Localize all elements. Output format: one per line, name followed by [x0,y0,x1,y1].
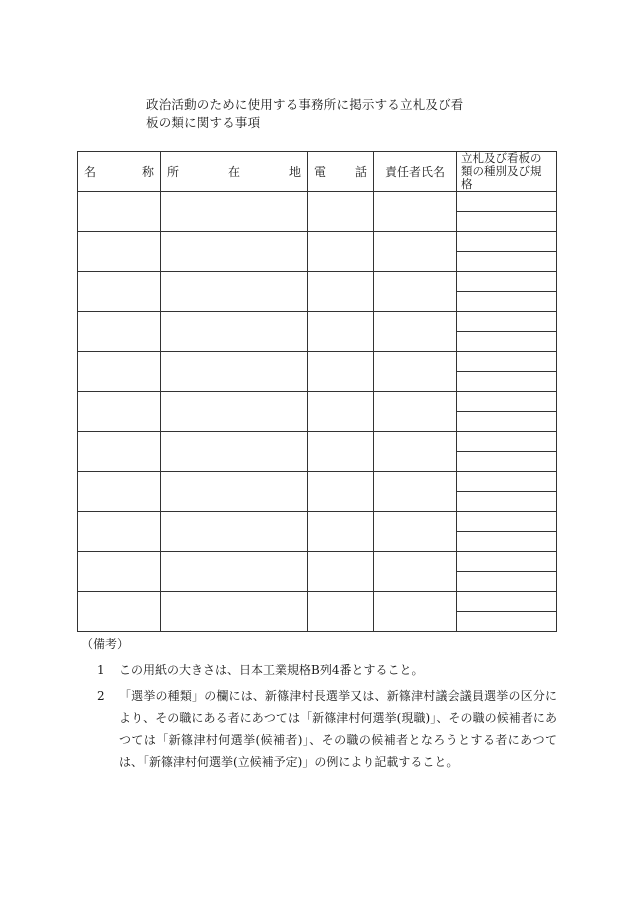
cell-sign-spec[interactable] [457,532,557,552]
cell-responsible-person[interactable] [374,272,457,312]
header-address-char: 地 [288,165,301,179]
table-row [78,312,557,332]
table-row [78,352,557,372]
cell-responsible-person[interactable] [374,352,457,392]
cell-responsible-person[interactable] [374,592,457,632]
cell-sign-type[interactable] [457,392,557,412]
table-row [78,552,557,572]
cell-sign-spec[interactable] [457,372,557,392]
cell-responsible-person[interactable] [374,232,457,272]
table-row [78,392,557,412]
cell-phone[interactable] [308,392,374,432]
note-item [77,685,557,773]
table-row [78,592,557,612]
cell-sign-spec[interactable] [457,212,557,232]
header-name-char: 称 [141,165,154,179]
table-row [78,192,557,212]
note-number: 2 [97,689,105,703]
cell-phone[interactable] [308,312,374,352]
table-body [78,192,557,632]
cell-responsible-person[interactable] [374,552,457,592]
cell-address[interactable] [161,312,308,352]
cell-name[interactable] [78,512,161,552]
cell-sign-type[interactable] [457,272,557,292]
cell-phone[interactable] [308,232,374,272]
cell-sign-spec[interactable] [457,412,557,432]
note-text: 「選挙の種類」の欄には、新篠津村長選挙又は、新篠津村議会議員選挙の区分により、その職にある者にあつては「新篠津村何選挙(現職)」、その職の候補者にあつては「新篠津村何選挙(候補者)」、その職の候補者となろうとする者にあつては、「新篠津村何選挙(立候補予定)」の例により記載すること。 [119,689,557,769]
cell-sign-type[interactable] [457,512,557,532]
table-header-row [78,152,557,192]
cell-phone[interactable] [308,512,374,552]
cell-phone[interactable] [308,192,374,232]
cell-responsible-person[interactable] [374,312,457,352]
document-title: 政治活動のために使用する事務所に掲示する立札及び看板の類に関する事項 [146,97,464,130]
cell-sign-type[interactable] [457,472,557,492]
cell-responsible-person[interactable] [374,392,457,432]
cell-sign-type[interactable] [457,352,557,372]
header-sign-type-spec: 立札及び看板の類の種別及び規格 [457,152,557,192]
cell-sign-spec[interactable] [457,492,557,512]
cell-responsible-person[interactable] [374,512,457,552]
cell-phone[interactable] [308,472,374,512]
cell-sign-spec[interactable] [457,252,557,272]
cell-address[interactable] [161,432,308,472]
cell-sign-spec[interactable] [457,292,557,312]
cell-name[interactable] [78,592,161,632]
table-row [78,232,557,252]
cell-sign-spec[interactable] [457,612,557,632]
table-row [78,272,557,292]
cell-responsible-person[interactable] [374,432,457,472]
cell-name[interactable] [78,312,161,352]
notes-heading: （備考） [81,637,130,651]
cell-sign-type[interactable] [457,312,557,332]
cell-name[interactable] [78,472,161,512]
cell-address[interactable] [161,232,308,272]
cell-sign-spec[interactable] [457,452,557,472]
cell-responsible-person[interactable] [374,472,457,512]
cell-name[interactable] [78,552,161,592]
notes-section [77,633,557,773]
cell-name[interactable] [78,272,161,312]
header-name-char: 名 [84,165,97,179]
cell-address[interactable] [161,352,308,392]
cell-phone[interactable] [308,432,374,472]
header-address [161,152,308,192]
cell-address[interactable] [161,272,308,312]
cell-address[interactable] [161,552,308,592]
cell-address[interactable] [161,192,308,232]
cell-name[interactable] [78,392,161,432]
header-name [78,152,161,192]
header-address-char: 所 [167,165,180,179]
cell-phone[interactable] [308,352,374,392]
header-phone-char: 話 [354,165,367,179]
cell-name[interactable] [78,352,161,392]
cell-responsible-person[interactable] [374,192,457,232]
note-number: 1 [97,663,105,677]
note-item [77,659,557,681]
cell-address[interactable] [161,592,308,632]
cell-phone[interactable] [308,272,374,312]
cell-sign-type[interactable] [457,552,557,572]
registration-table [77,151,557,632]
table-row [78,472,557,492]
header-responsible-person: 責任者氏名 [374,152,457,192]
cell-name[interactable] [78,432,161,472]
cell-address[interactable] [161,472,308,512]
cell-sign-type[interactable] [457,232,557,252]
cell-name[interactable] [78,192,161,232]
header-address-char: 在 [227,165,240,179]
cell-name[interactable] [78,232,161,272]
cell-address[interactable] [161,392,308,432]
cell-phone[interactable] [308,552,374,592]
note-text: この用紙の大きさは、日本工業規格B列4番とすること。 [119,663,424,677]
cell-sign-type[interactable] [457,592,557,612]
cell-sign-spec[interactable] [457,572,557,592]
table-row [78,432,557,452]
cell-address[interactable] [161,512,308,552]
header-phone [308,152,374,192]
cell-sign-type[interactable] [457,432,557,452]
cell-phone[interactable] [308,592,374,632]
header-phone-char: 電 [314,165,327,179]
table-row [78,512,557,532]
cell-sign-type[interactable] [457,192,557,212]
cell-sign-spec[interactable] [457,332,557,352]
